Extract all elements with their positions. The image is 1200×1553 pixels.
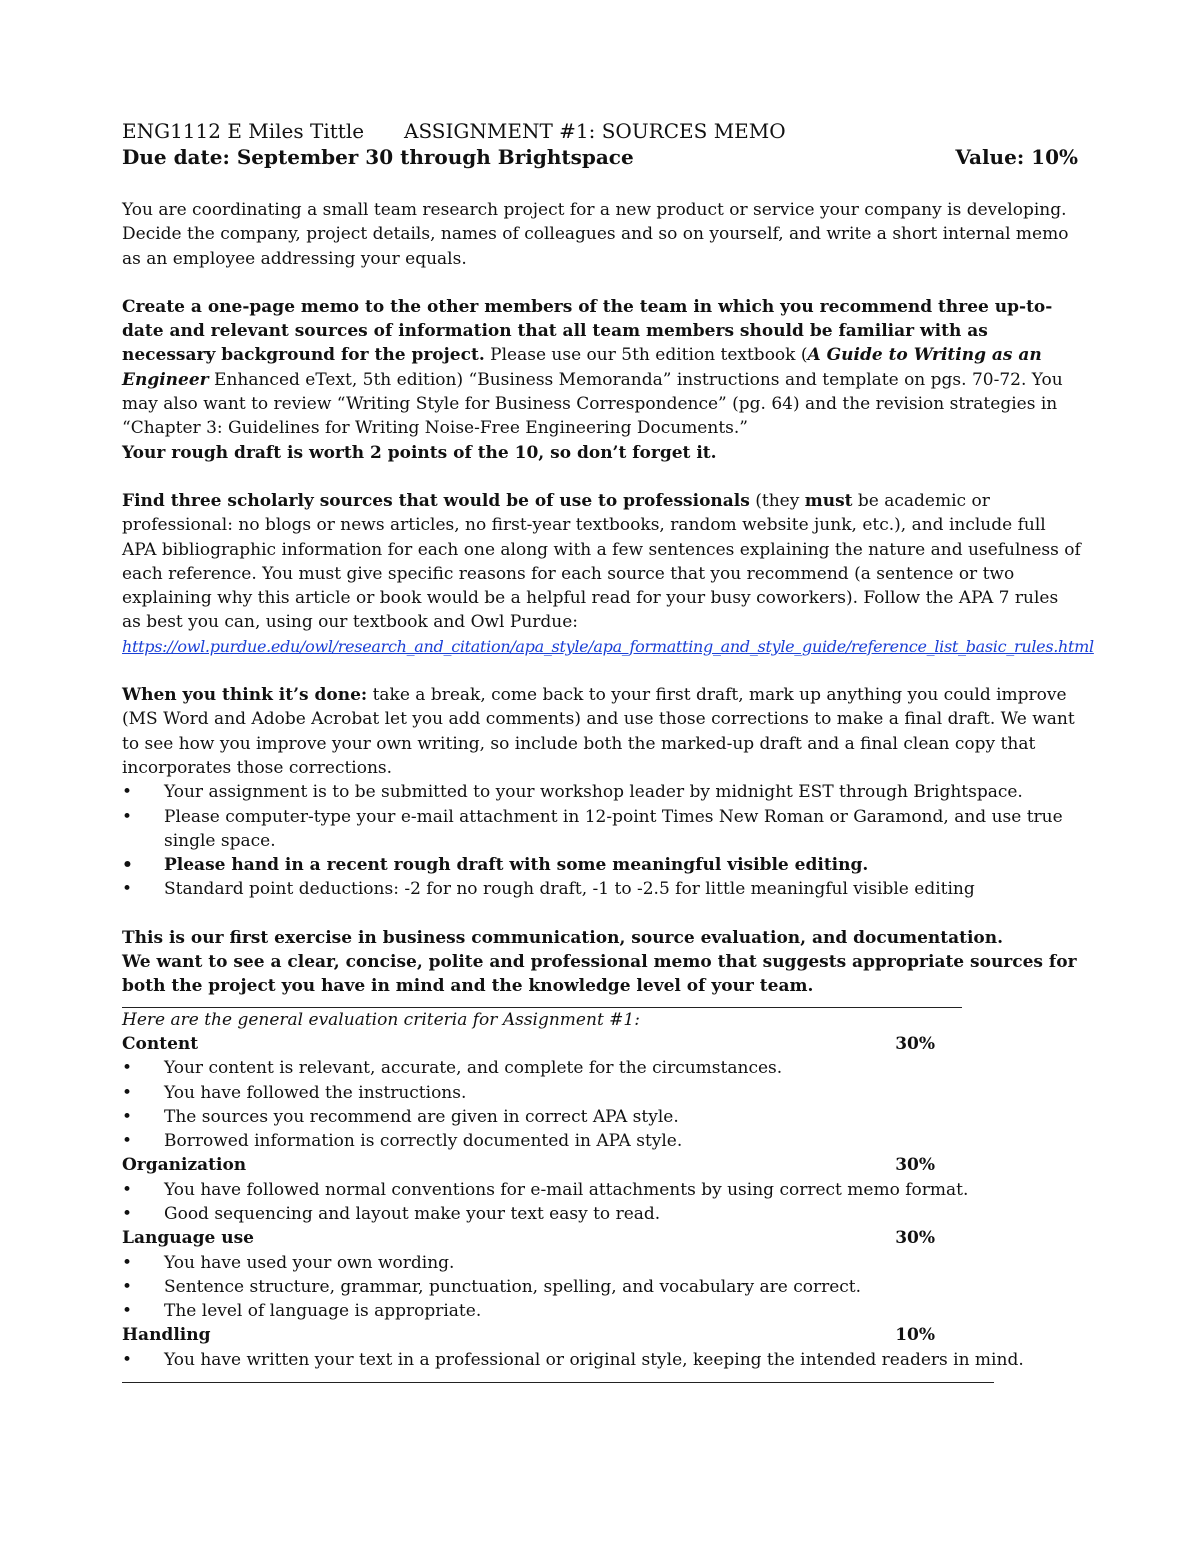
list-item: • Please hand in a recent rough draft with some meaningful visible editing.	[122, 853, 1082, 877]
bullet-icon: •	[122, 1252, 133, 1273]
course-name: ENG1112 E Miles Tittle	[122, 119, 365, 143]
closing-line-2: We want to see a clear, concise, polite and professional memo that suggests appropriate sources for both the project you have in mind and the knowledge level of your team.	[122, 952, 1077, 997]
list-item: • Please computer-type your e-mail attachment in 12-point Times New Roman or Garamond, and use true single space.	[122, 806, 1063, 851]
task-text2: Enhanced eText, 5th edition) “Business Memoranda” instructions and template on pgs. 70-72. You may also want to review “Writing Style for Business Correspondence” (pg. 64) and the revision strategies in “Chapter 3: Guidelines for Writing Noise-Free Engineering Documents.”	[122, 369, 1063, 439]
sources-must: must	[804, 490, 853, 511]
list-item: • Your content is relevant, accurate, and complete for the circumstances.	[122, 1056, 1082, 1080]
criteria-heading: Handling 10%	[122, 1325, 935, 1346]
bullet-icon: •	[122, 1058, 133, 1079]
bullet-icon: •	[122, 1276, 133, 1297]
list-item: • You have followed the instructions.	[122, 1081, 1082, 1105]
criteria-heading: Content 30%	[122, 1033, 935, 1054]
bullet-icon: •	[122, 1082, 133, 1103]
bullet-icon: •	[122, 806, 133, 827]
task-bold: Create a one-page memo to the other members of the team in which you recommend three up-to-date and relevant sources of information that all team members should be familiar with as necessary background for the project.	[122, 296, 1053, 366]
assignment-title: ASSIGNMENT #1: SOURCES MEMO	[404, 119, 786, 143]
list-item: • Standard point deductions: -2 for no rough draft, -1 to -2.5 for little meaningful visible editing	[122, 877, 1082, 901]
bullet-icon: •	[122, 879, 133, 900]
closing-line-1: This is our first exercise in business communication, source evaluation, and documentation.	[122, 927, 1004, 948]
intro-paragraph: You are coordinating a small team research project for a new product or service your company is developing. Decide the company, project details, names of colleagues and so on yourself, and write a short internal memo as an employee addressing your equals.	[122, 200, 1069, 269]
sources-text1: (they	[749, 490, 805, 511]
criteria-heading: Organization 30%	[122, 1155, 935, 1176]
bullet-icon: •	[122, 1301, 133, 1322]
list-item: • You have written your text in a professional or original style, keeping the intended readers in mind.	[122, 1348, 1082, 1372]
sources-text2: be academic or professional: no blogs or news articles, no first-year textbooks, random website junk, etc.), and include full APA bibliographic information for each one along with a few sentences explaining the nature and usefulness of each reference. You must give specific reasons for each source that you recommend (a sentence or two explaining why this article or book would be a helpful read for your busy coworkers). Follow the APA 7 rules as best you can, using our textbook and Owl Purdue:	[122, 490, 1081, 633]
criteria-heading: Language use 30%	[122, 1228, 935, 1249]
bullet-icon: •	[122, 855, 133, 876]
assignment-value: Value: 10%	[955, 145, 1078, 169]
bullet-icon: •	[122, 1349, 133, 1370]
bullet-icon: •	[122, 1179, 133, 1200]
submission-bullets	[122, 780, 1082, 901]
task-text1: Please use our 5th edition textbook (	[484, 345, 808, 366]
list-item: • Borrowed information is correctly documented in APA style.	[122, 1129, 1082, 1153]
list-item: • The sources you recommend are given in correct APA style.	[122, 1105, 1082, 1129]
list-item: • You have followed normal conventions for e-mail attachments by using correct memo format.	[122, 1178, 1082, 1202]
done-text: take a break, come back to your first draft, mark up anything you could improve (MS Word and Adobe Acrobat let you add comments) and use those corrections to make a final draft. We want to see how you improve your own writing, so include both the marked-up draft and a final clean copy that incorporates those corrections.	[122, 685, 1075, 778]
done-bold: When you think it’s done:	[122, 685, 368, 706]
done-paragraph	[122, 683, 1082, 780]
criteria-handling	[122, 1323, 1082, 1372]
document-header	[122, 118, 1082, 170]
list-item: • Sentence structure, grammar, punctuation, spelling, and vocabulary are correct.	[122, 1275, 1082, 1299]
bullet-icon: •	[122, 1131, 133, 1152]
bullet-icon: •	[122, 1203, 133, 1224]
owl-link-line	[122, 635, 1094, 659]
due-date: Due date: September 30 through Brightspace	[122, 145, 634, 169]
book-title: A Guide to Writing as an Engineer	[122, 345, 1042, 390]
criteria-organization	[122, 1153, 1082, 1226]
list-item: • You have used your own wording.	[122, 1251, 1082, 1275]
bullet-icon: •	[122, 782, 133, 803]
sources-bold: Find three scholarly sources that would be of use to professionals	[122, 490, 750, 511]
list-item: • The level of language is appropriate.	[122, 1299, 1082, 1323]
list-item: • Your assignment is to be submitted to your workshop leader by midnight EST through Brightspace.	[122, 780, 1082, 804]
criteria-intro: Here are the general evaluation criteria for Assignment #1:	[122, 1009, 640, 1030]
sources-paragraph	[122, 489, 1082, 635]
divider-bottom	[122, 1382, 994, 1383]
task-paragraph	[122, 295, 1082, 441]
document-page	[122, 118, 1094, 1383]
criteria-content	[122, 1032, 1082, 1153]
bullet-icon: •	[122, 1106, 133, 1127]
criteria-language-use	[122, 1226, 1082, 1323]
list-item: • Good sequencing and layout make your text easy to read.	[122, 1202, 1082, 1226]
owl-purdue-link[interactable]: https://owl.purdue.edu/owl/research_and_citation/apa_style/apa_formatting_and_style_guide/reference_list_basic_rules.html	[122, 636, 1094, 656]
rough-draft-note: Your rough draft is worth 2 points of the 10, so don’t forget it.	[122, 442, 717, 463]
